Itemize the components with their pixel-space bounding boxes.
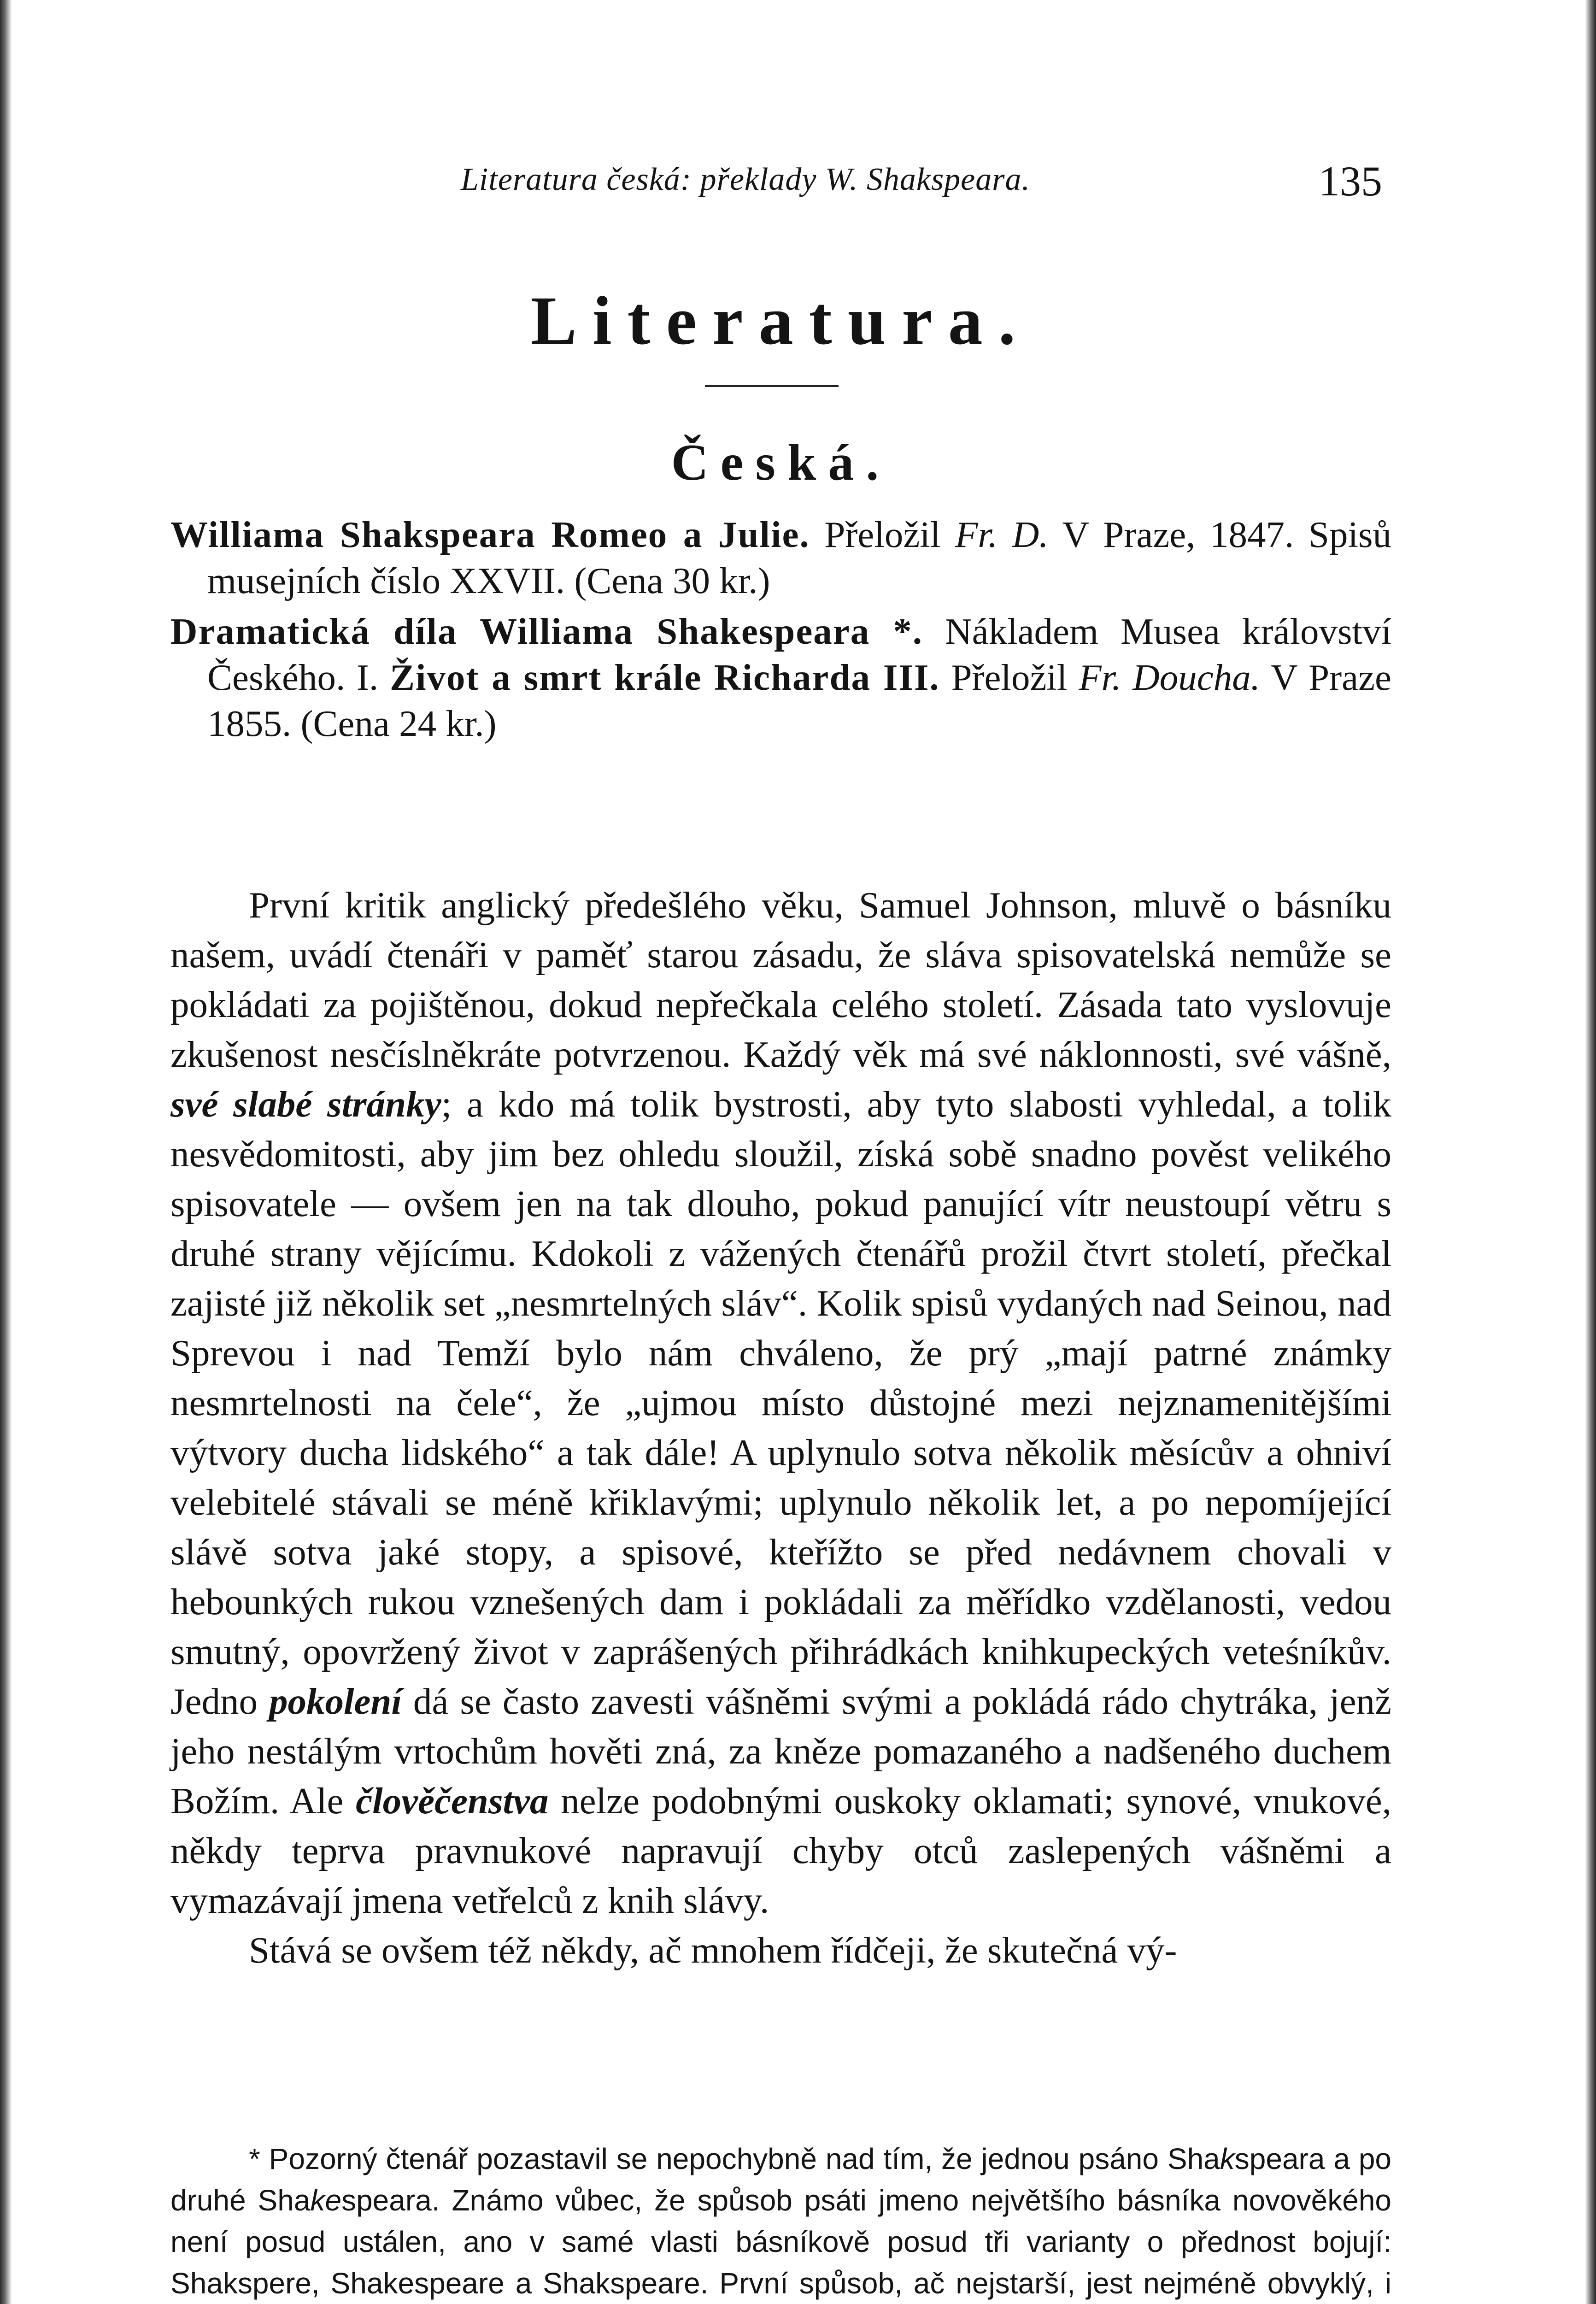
p1-segment-2: ; a kdo má tolik bystrosti, aby tyto slabosti vyhledal, a tolik nesvědomitosti, aby jim bez ohledu sloužil, získá sobě snadno pověst velikého spisovatele — ovšem jen na tak dlouho, pokud panující vítr neustoupí větru s druhé strany vějícímu. Kdokoli z vážených čtenářů prožil čtvrt století, přečkal zajisté již několik set „nesmrtelných sláv“. Kolik spisů vydaných nad Seinou, nad Sprevou i nad Temží bylo nám chváleno, že prý „mají patrné známky nesmrtelnosti na čele“, že „ujmou místo důstojné mezi nejznamenitějšími výtvory ducha lidského“ a tak dále! A uplynulo sotva několik měsícův a ohniví velebitelé stávali se méně křiklavými; uplynulo několik let, a po nepomíjející slávě sotva jaké stopy, a spisové, kteřížto se před nedávnem chovali v hebounkých rukou vznešených dam i pokládali za měřídko vzdělanosti, vedou smutný, opovržený život v zaprášených přihrádkách knihkupeckých veteśníkův. Jedno <box>170 1083 1391 1722</box>
entry-2-title: Dramatická díla Williama Shakespeara *. <box>170 611 923 652</box>
bibliographic-entry-1 <box>170 511 1391 604</box>
entry-2-translator: Fr. Doucha. <box>1079 657 1260 698</box>
entry-2-text-b: Přeložil <box>939 657 1079 698</box>
body-paragraph-2: Stává se ovšem též někdy, ač mnohem řídčeji, že skutečná vý- <box>249 1929 1177 1971</box>
footnote-segment-3: speara. Známo vůbec, že spůsob psáti jmeno největšího básníka novověkého není posud ustálen, ano v samé vlasti básníkově posud tři varianty o přednost bojují: Shakspere, Shakespeare a Shakspeare. První spůsob, ač nejstarší, jest nejméně obvyklý, i <box>170 2184 1392 2300</box>
scan-right-edge <box>1585 0 1596 2304</box>
footnote-segment-2: speara a po druhé Sha <box>170 2142 1392 2217</box>
entry-2-work-title: Život a smrt krále Richarda III. <box>390 657 940 698</box>
entry-1-text-a: Přeložil <box>810 514 955 555</box>
book-page <box>170 134 1391 2299</box>
entry-1-title: Williama Shakspeara Romeo a Julie. <box>170 514 810 555</box>
footnote-emphasis-ke: ke <box>310 2184 342 2217</box>
body-text <box>170 880 1391 1975</box>
running-head-title: Literatura česká: překlady W. Shakspeara. <box>461 162 1030 197</box>
entry-2-text-a: Nákladem Musea království Českého. I. <box>207 611 1391 698</box>
entry-1-text-b: V Praze, 1847. Spisů musejních číslo XXVII. (Cena 30 kr.) <box>207 514 1391 601</box>
footnote-paragraph <box>170 2138 1391 2304</box>
entry-2-text-c: V Praze 1855. (Cena 24 kr.) <box>207 657 1391 744</box>
p1-emphasis-clovecenstva: člověčenstva <box>356 1780 549 1822</box>
p1-segment-3: dá se často zavesti vášněmi svými a pokládá rádo chytráka, jenž jeho nestálým vrtochům hověti zná, za kněze pomazaného a nadšeného duchem Božím. Ale <box>170 1681 1391 1822</box>
p1-segment-4: nelze podobnými ouskoky oklamati; synové, vnukové, někdy teprva pravnukové napravují chyby otců zaslepených vášněmi a vymazávají jmena vetřelců z knih slávy. <box>170 1780 1391 1921</box>
body-paragraph-1 <box>170 880 1391 1925</box>
running-head <box>170 152 1391 207</box>
scan-left-edge <box>0 0 12 2304</box>
p1-emphasis-slabe-stranky: své slabé stránky <box>170 1083 441 1125</box>
footnote-emphasis-k: k <box>1220 2142 1235 2175</box>
section-title: Literatura. <box>530 282 1032 359</box>
bibliographic-entry-2 <box>170 608 1391 746</box>
footnote-segment-1: * Pozorný čtenář pozastavil se nepochybně nad tím, že jednou psáno Sha <box>249 2142 1220 2175</box>
p1-emphasis-pokoleni: pokolení <box>269 1681 402 1722</box>
title-divider <box>705 385 839 387</box>
entry-1-translator: Fr. D. <box>955 514 1049 555</box>
subsection-title: Česká. <box>671 434 891 491</box>
page-number: 135 <box>1319 158 1382 205</box>
p1-segment-1: První kritik anglický předešlého věku, Samuel Johnson, mluvě o básníku našem, uvádí čtenáři v paměť starou zásadu, že sláva spisovatelská nemůže se pokládati za pojištěnou, dokud nepřečkala celého století. Zásada tato vyslovuje zkušenost nesčíslněkráte potvrzenou. Každý věk má své náklonnosti, své vášně, <box>170 884 1391 1075</box>
footnote <box>170 2138 1391 2304</box>
